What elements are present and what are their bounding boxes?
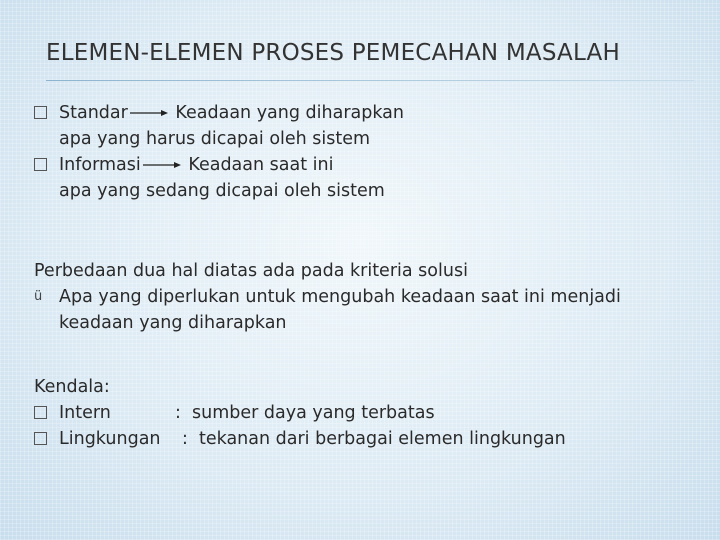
kendala-separator: : — [182, 429, 188, 449]
kendala-heading: Kendala: — [34, 377, 110, 397]
square-bullet-icon — [34, 432, 47, 445]
square-bullet-icon — [34, 406, 47, 419]
perbedaan-item — [34, 284, 621, 310]
title-divider — [46, 80, 694, 81]
kendala-separator: : — [175, 403, 181, 423]
kendala-value-intern: sumber daya yang terbatas — [192, 403, 435, 423]
kendala-item-lingkungan — [34, 426, 566, 452]
square-bullet-icon — [34, 158, 47, 171]
right-arrow-icon — [130, 108, 168, 118]
perbedaan-heading: Perbedaan dua hal diatas ada pada kriteria solusi — [34, 261, 468, 281]
target-standar: Keadaan yang diharapkan — [175, 103, 404, 123]
right-arrow-icon — [143, 160, 181, 170]
kendala-item-intern — [34, 400, 435, 426]
description-informasi: apa yang sedang dicapai oleh sistem — [59, 181, 385, 201]
term-informasi: Informasi — [59, 155, 141, 175]
square-bullet-icon — [34, 106, 47, 119]
term-standar: Standar — [59, 103, 128, 123]
slide-title: ELEMEN-ELEMEN PROSES PEMECAHAN MASALAH — [46, 40, 620, 66]
kendala-value-lingkungan: tekanan dari berbagai elemen lingkungan — [199, 429, 566, 449]
target-informasi: Keadaan saat ini — [188, 155, 334, 175]
kendala-label-intern: Intern — [59, 403, 111, 423]
perbedaan-item-line1: Apa yang diperlukan untuk mengubah keadaan saat ini menjadi — [59, 287, 621, 307]
section-perbedaan — [34, 258, 621, 336]
description-standar: apa yang harus dicapai oleh sistem — [59, 129, 371, 149]
perbedaan-item-continuation — [34, 310, 468, 336]
section-kendala — [34, 374, 566, 452]
check-mark-icon: ü — [34, 289, 43, 304]
perbedaan-item-line2: keadaan yang diharapkan — [59, 313, 287, 333]
kendala-label-lingkungan: Lingkungan — [59, 429, 161, 449]
